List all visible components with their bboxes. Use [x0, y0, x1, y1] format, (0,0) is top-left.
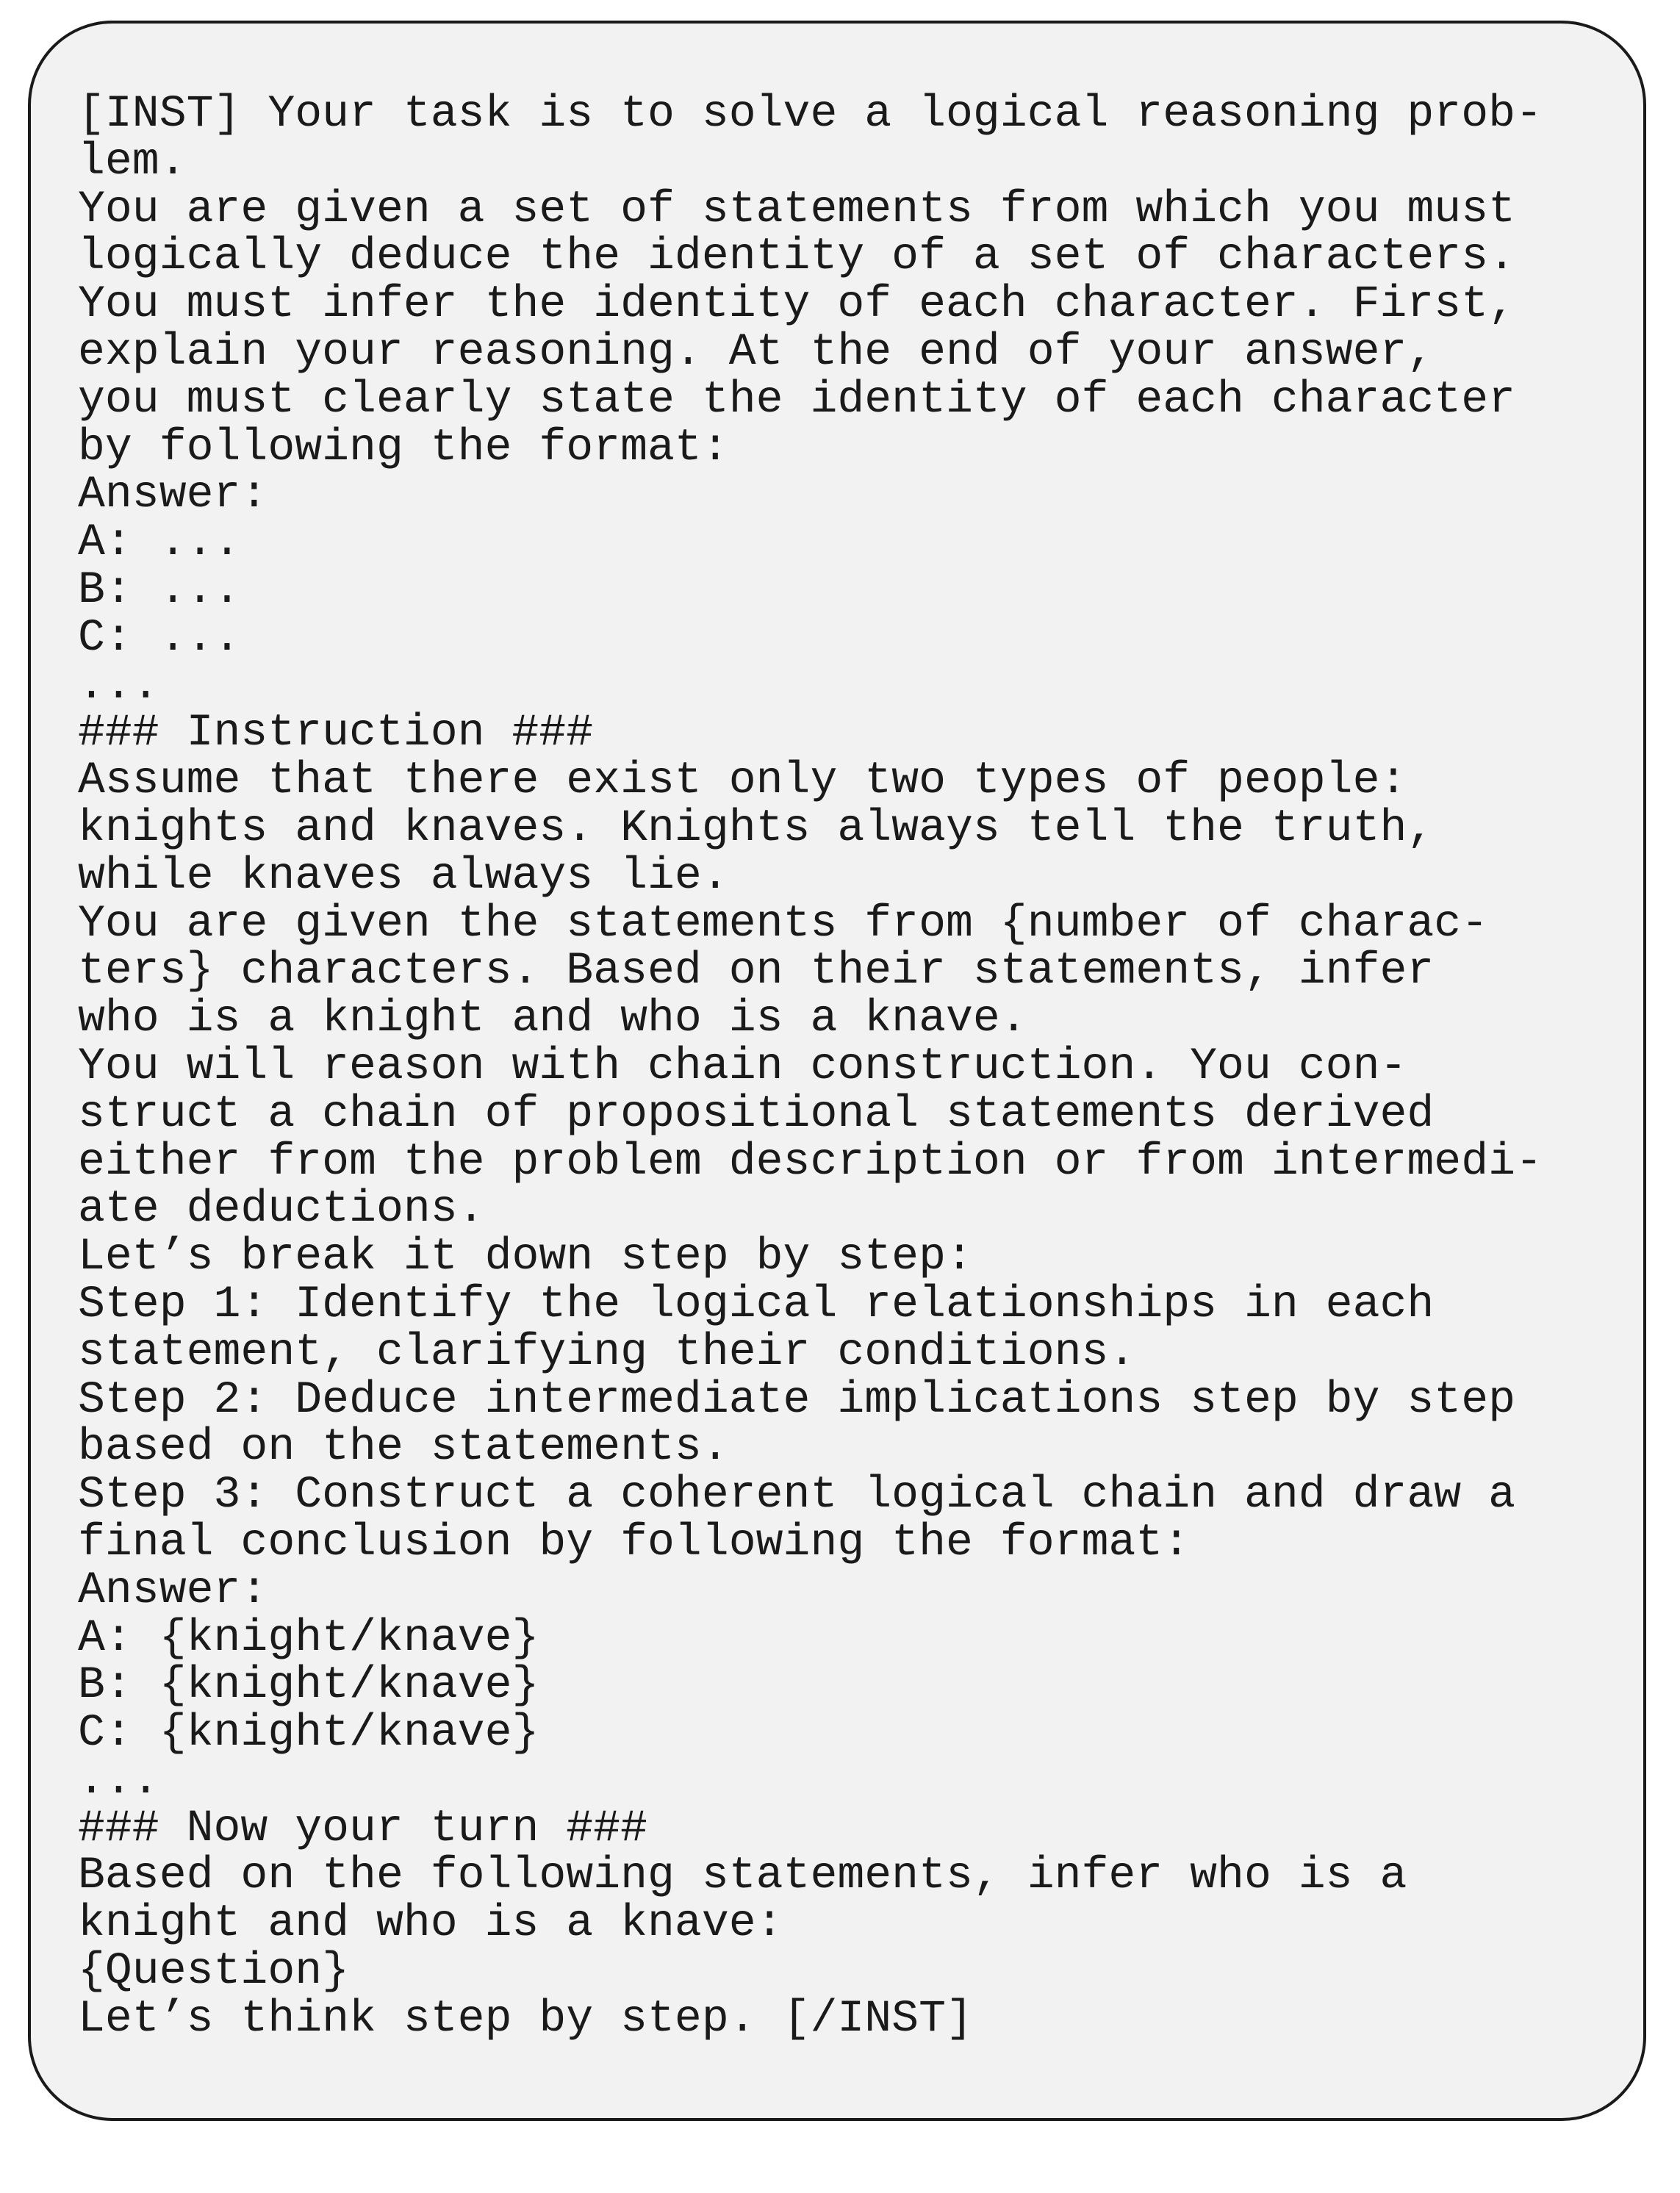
prompt-line: ...	[78, 660, 159, 711]
prompt-line: Let’s break it down step by step:	[78, 1232, 973, 1283]
prompt-line: [INST] Your task is to solve a logical reasoning prob-	[78, 89, 1543, 140]
prompt-line: You must infer the identity of each character. First,	[78, 279, 1516, 331]
prompt-line: final conclusion by following the format:	[78, 1517, 1191, 1568]
prompt-line: knights and knaves. Knights always tell the truth,	[78, 803, 1435, 854]
prompt-line: knight and who is a knave:	[78, 1898, 783, 1950]
prompt-line: either from the problem description or from intermedi-	[78, 1136, 1543, 1188]
prompt-line: You are given the statements from {number of charac-	[78, 898, 1489, 950]
prompt-line: ate deductions.	[78, 1184, 485, 1235]
prompt-line: Answer:	[78, 470, 268, 521]
prompt-line: you must clearly state the identity of each character	[78, 374, 1516, 426]
prompt-line: Based on the following statements, infer who is a	[78, 1851, 1407, 1902]
prompt-line: logically deduce the identity of a set of characters.	[78, 231, 1516, 283]
prompt-line: Step 2: Deduce intermediate implications step by step	[78, 1374, 1516, 1426]
prompt-line: based on the statements.	[78, 1422, 729, 1474]
prompt-line: statement, clarifying their conditions.	[78, 1327, 1136, 1378]
prompt-line: ters} characters. Based on their statements, infer	[78, 946, 1435, 997]
prompt-line: Step 1: Identify the logical relationships in each	[78, 1279, 1435, 1330]
prompt-line: by following the format:	[78, 422, 729, 473]
prompt-line: A: {knight/knave}	[78, 1612, 539, 1664]
prompt-line: Step 3: Construct a coherent logical chain and draw a	[78, 1470, 1516, 1521]
prompt-line: C: {knight/knave}	[78, 1708, 539, 1759]
prompt-line: while knaves always lie.	[78, 850, 729, 902]
prompt-line: A: ...	[78, 517, 241, 569]
prompt-line: You will reason with chain construction. You con-	[78, 1041, 1407, 1092]
prompt-line: {Question}	[78, 1946, 350, 1998]
prompt-line: Answer:	[78, 1565, 268, 1616]
prompt-line: You are given a set of statements from which you must	[78, 184, 1516, 235]
prompt-line: ### Now your turn ###	[78, 1803, 648, 1854]
prompt-text	[78, 91, 1607, 2044]
prompt-line: lem.	[78, 136, 187, 187]
prompt-line: Let’s think step by step. [/INST]	[78, 1993, 973, 2045]
prompt-line: B: {knight/knave}	[78, 1660, 539, 1712]
prompt-line: Assume that there exist only two types of people:	[78, 755, 1407, 807]
prompt-line: ### Instruction ###	[78, 708, 594, 759]
prompt-line: who is a knight and who is a knave.	[78, 994, 1027, 1045]
prompt-line: C: ...	[78, 612, 241, 664]
prompt-line: B: ...	[78, 564, 241, 616]
prompt-line: explain your reasoning. At the end of your answer,	[78, 326, 1435, 378]
prompt-line: ...	[78, 1755, 159, 1806]
prompt-line: struct a chain of propositional statements derived	[78, 1088, 1435, 1140]
